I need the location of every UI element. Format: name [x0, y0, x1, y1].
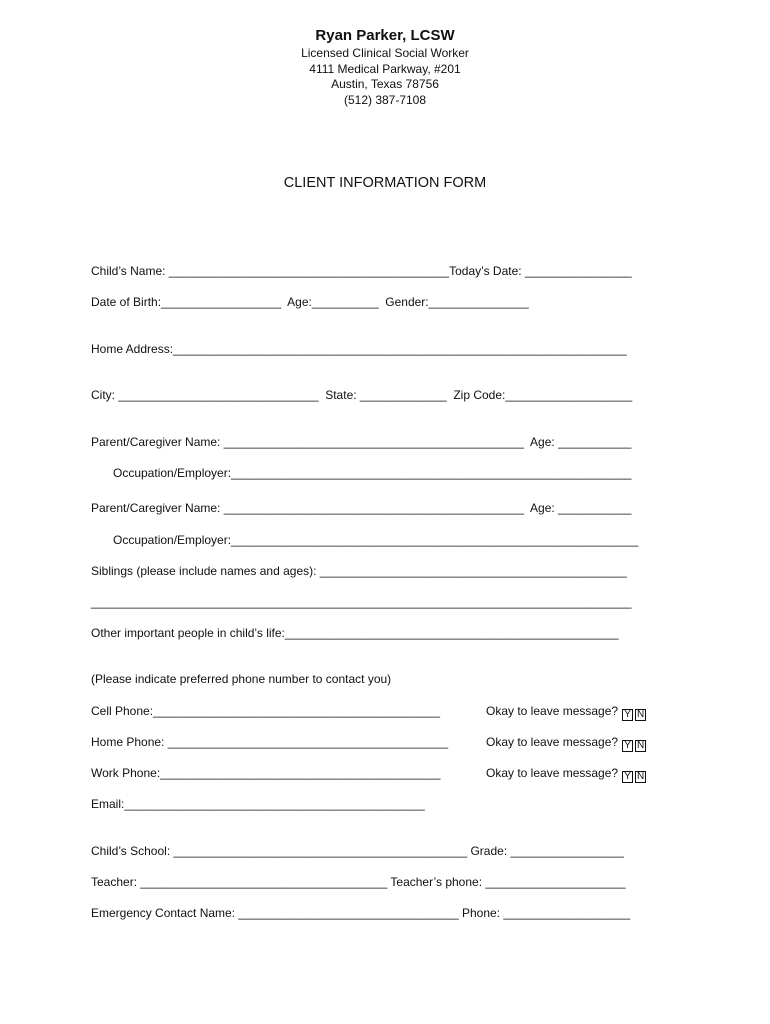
- dob-age-gender-field[interactable]: Date of Birth:__________________ Age:__________ Gender:_______________: [91, 295, 529, 309]
- message-consent-label: Okay to leave message?: [486, 735, 619, 749]
- work-phone-field[interactable]: Work Phone:__________________________________________: [91, 766, 441, 780]
- parent1-name-field[interactable]: Parent/Caregiver Name: _____________________________________________ Age: ___________: [91, 435, 632, 449]
- provider-phone: (512) 387-7108: [343, 92, 427, 107]
- work-message-consent: [486, 765, 646, 783]
- siblings-continued-line[interactable]: _________________________________________________________________________________: [91, 595, 632, 609]
- cell-phone-field[interactable]: Cell Phone:___________________________________________: [91, 704, 441, 718]
- cell-no-checkbox[interactable]: N: [636, 709, 645, 720]
- parent2-name-field[interactable]: Parent/Caregiver Name: _____________________________________________ Age: ___________: [91, 501, 632, 515]
- phone-preference-note: (Please indicate preferred phone number to contact you): [91, 672, 392, 686]
- parent1-occupation-field[interactable]: Occupation/Employer:____________________________________________________________: [113, 466, 632, 480]
- school-grade-field[interactable]: Child’s School: ____________________________________________ Grade: _________________: [91, 844, 624, 858]
- teacher-field[interactable]: Teacher: _____________________________________ Teacher’s phone: _____________________: [91, 875, 626, 889]
- cell-message-consent: [486, 703, 646, 721]
- home-phone-field[interactable]: Home Phone: __________________________________________: [91, 735, 449, 749]
- message-consent-label: Okay to leave message?: [486, 766, 619, 780]
- parent2-occupation-field[interactable]: Occupation/Employer:_____________________________________________________________: [113, 533, 639, 547]
- form-title: CLIENT INFORMATION FORM: [283, 175, 487, 191]
- home-yes-checkbox[interactable]: Y: [622, 740, 633, 752]
- home-address-field[interactable]: Home Address:____________________________________________________________________: [91, 342, 627, 356]
- work-yes-checkbox[interactable]: Y: [622, 771, 633, 783]
- email-field[interactable]: Email:_____________________________________________: [91, 797, 425, 811]
- siblings-field[interactable]: Siblings (please include names and ages): ______________________________________________: [91, 564, 627, 578]
- home-no-checkbox[interactable]: N: [636, 740, 645, 751]
- message-consent-label: Okay to leave message?: [486, 704, 619, 718]
- other-people-field[interactable]: Other important people in child’s life:__________________________________________________: [91, 626, 619, 640]
- provider-city-state-zip: Austin, Texas 78756: [331, 77, 439, 92]
- provider-name: Ryan Parker, LCSW: [315, 27, 455, 44]
- letterhead: [0, 26, 770, 108]
- home-message-consent: [486, 734, 646, 752]
- provider-credential: Licensed Clinical Social Worker: [301, 46, 469, 60]
- emergency-contact-field[interactable]: Emergency Contact Name: _________________________________ Phone: ___________________: [91, 906, 631, 920]
- provider-street: 4111 Medical Parkway, #201: [309, 61, 461, 76]
- city-state-zip-field[interactable]: City: ______________________________ State: _____________ Zip Code:___________________: [91, 388, 633, 402]
- work-no-checkbox[interactable]: N: [636, 771, 645, 782]
- cell-yes-checkbox[interactable]: Y: [622, 709, 633, 721]
- childs-name-field[interactable]: Child’s Name: __________________________________________Today’s Date: ________________: [91, 264, 632, 278]
